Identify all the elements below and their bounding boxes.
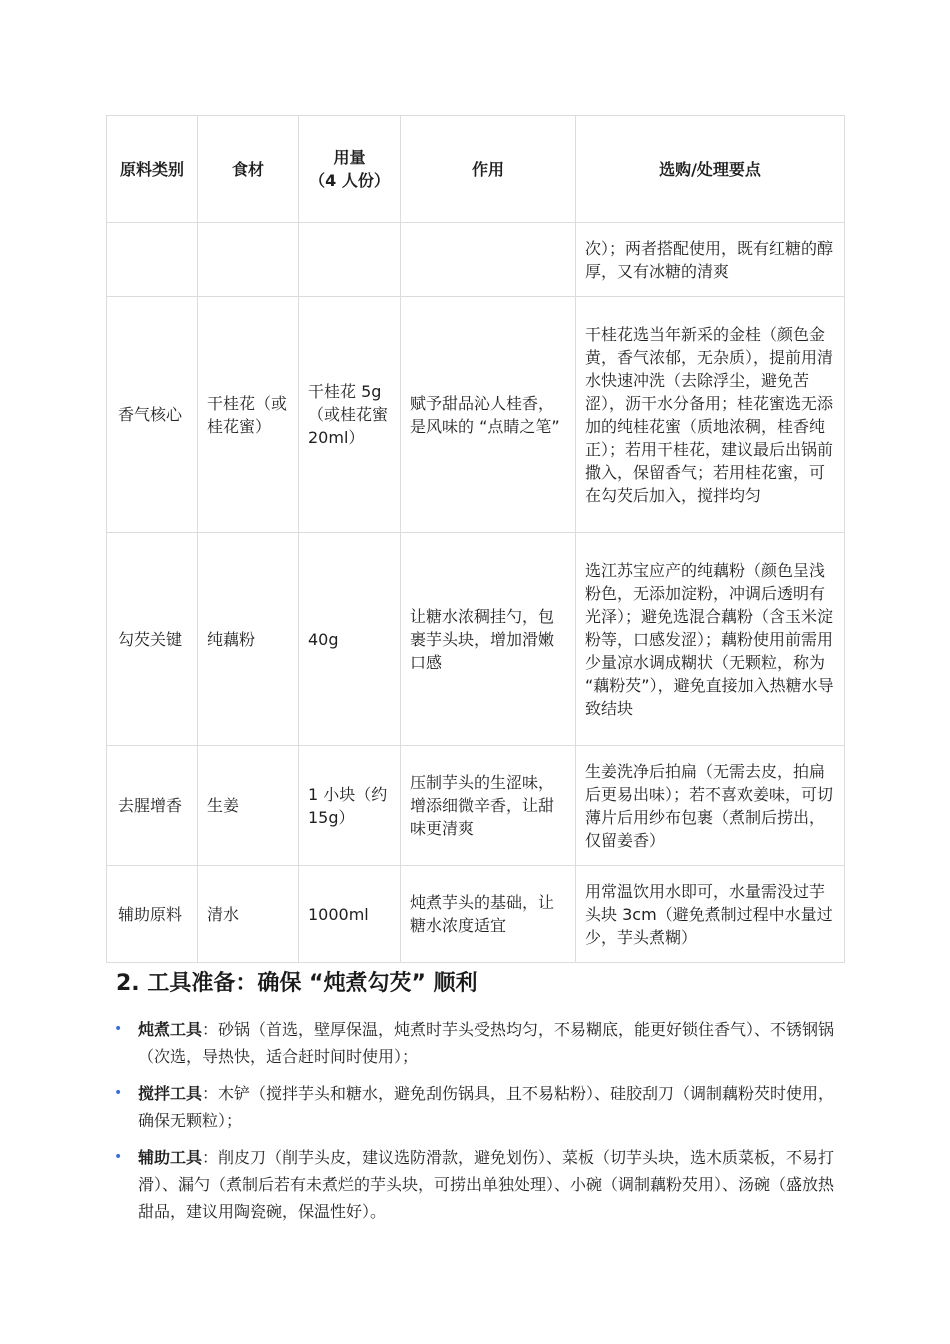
table-row: [107, 297, 845, 533]
tools-list: [110, 1016, 840, 1235]
cell-tips: 次）；两者搭配使用，既有红糖的醇厚，又有冰糖的清爽: [576, 223, 845, 297]
item-label: 炖煮工具: [138, 1020, 203, 1039]
item-label: 搅拌工具: [138, 1084, 203, 1103]
cell-amount: 干桂花 5g（或桂花蜜 20ml）: [299, 297, 401, 533]
cell-category: 去腥增香: [107, 746, 198, 866]
cell-role: 炖煮芋头的基础，让糖水浓度适宜: [401, 866, 576, 963]
header-tips: 选购/处理要点: [576, 116, 845, 223]
cell-ingredient: [198, 223, 299, 297]
cell-role: 让糖水浓稠挂勺，包裹芋头块，增加滑嫩口感: [401, 533, 576, 746]
bullet-icon: •: [114, 1149, 123, 1165]
cell-ingredient: 干桂花（或桂花蜜）: [198, 297, 299, 533]
table-row: [107, 533, 845, 746]
cell-category: 辅助原料: [107, 866, 198, 963]
cell-amount: 40g: [299, 533, 401, 746]
list-item: [110, 1016, 840, 1070]
header-ingredient: 食材: [198, 116, 299, 223]
cell-ingredient: 纯藕粉: [198, 533, 299, 746]
cell-amount: 1 小块（约 15g）: [299, 746, 401, 866]
cell-role: 压制芋头的生涩味，增添细微辛香，让甜味更清爽: [401, 746, 576, 866]
table-header-row: [107, 116, 845, 223]
ingredients-table: [106, 115, 845, 963]
table-row: [107, 223, 845, 297]
table-row: [107, 746, 845, 866]
cell-category: 香气核心: [107, 297, 198, 533]
item-text: ：削皮刀（削芋头皮，建议选防滑款，避免划伤）、菜板（切芋头块，选木质菜板，不易打滑）、漏勺（煮制后若有未煮烂的芋头块，可捞出单独处理）、小碗（调制藕粉芡用）、汤碗（盛放热甜品，建议用陶瓷碗，保温性好）。: [138, 1148, 835, 1221]
bullet-icon: •: [114, 1085, 123, 1101]
cell-role: [401, 223, 576, 297]
cell-amount: [299, 223, 401, 297]
item-text: ：砂锅（首选，壁厚保温，炖煮时芋头受热均匀，不易糊底，能更好锁住香气）、不锈钢锅（次选，导热快，适合赶时间时使用）；: [138, 1020, 835, 1066]
header-category: 原料类别: [107, 116, 198, 223]
header-amount: 用量 （4 人份）: [299, 116, 401, 223]
table-row: [107, 866, 845, 963]
cell-tips: 用常温饮用水即可，水量需没过芋头块 3cm（避免煮制过程中水量过少，芋头煮糊）: [576, 866, 845, 963]
item-text: ：木铲（搅拌芋头和糖水，避免刮伤锅具，且不易粘粉）、硅胶刮刀（调制藕粉芡时使用，确保无颗粒）；: [138, 1084, 835, 1130]
bullet-icon: •: [114, 1021, 123, 1037]
list-item: [110, 1144, 840, 1225]
cell-ingredient: 清水: [198, 866, 299, 963]
cell-role: 赋予甜品沁人桂香，是风味的 “点睛之笔”: [401, 297, 576, 533]
cell-category: [107, 223, 198, 297]
item-label: 辅助工具: [138, 1148, 203, 1167]
cell-tips: 生姜洗净后拍扁（无需去皮，拍扁后更易出味）；若不喜欢姜味，可切薄片后用纱布包裹（煮制后捞出，仅留姜香）: [576, 746, 845, 866]
section-title: 2. 工具准备：确保 “炖煮勾芡” 顺利: [116, 971, 478, 996]
header-role: 作用: [401, 116, 576, 223]
cell-ingredient: 生姜: [198, 746, 299, 866]
cell-amount: 1000ml: [299, 866, 401, 963]
cell-tips: 干桂花选当年新采的金桂（颜色金黄，香气浓郁，无杂质），提前用清水快速冲洗（去除浮尘，避免苦涩），沥干水分备用；桂花蜜选无添加的纯桂花蜜（质地浓稠，桂香纯正）；若用干桂花，建议最后出锅前撒入，保留香气；若用桂花蜜，可在勾芡后加入，搅拌均匀: [576, 297, 845, 533]
list-item: [110, 1080, 840, 1134]
cell-category: 勾芡关键: [107, 533, 198, 746]
cell-tips: 选江苏宝应产的纯藕粉（颜色呈浅粉色，无添加淀粉，冲调后透明有光泽）；避免选混合藕粉（含玉米淀粉等，口感发涩）；藕粉使用前需用少量凉水调成糊状（无颗粒，称为 “藕粉芡”），避免直接加入热糖水导致结块: [576, 533, 845, 746]
